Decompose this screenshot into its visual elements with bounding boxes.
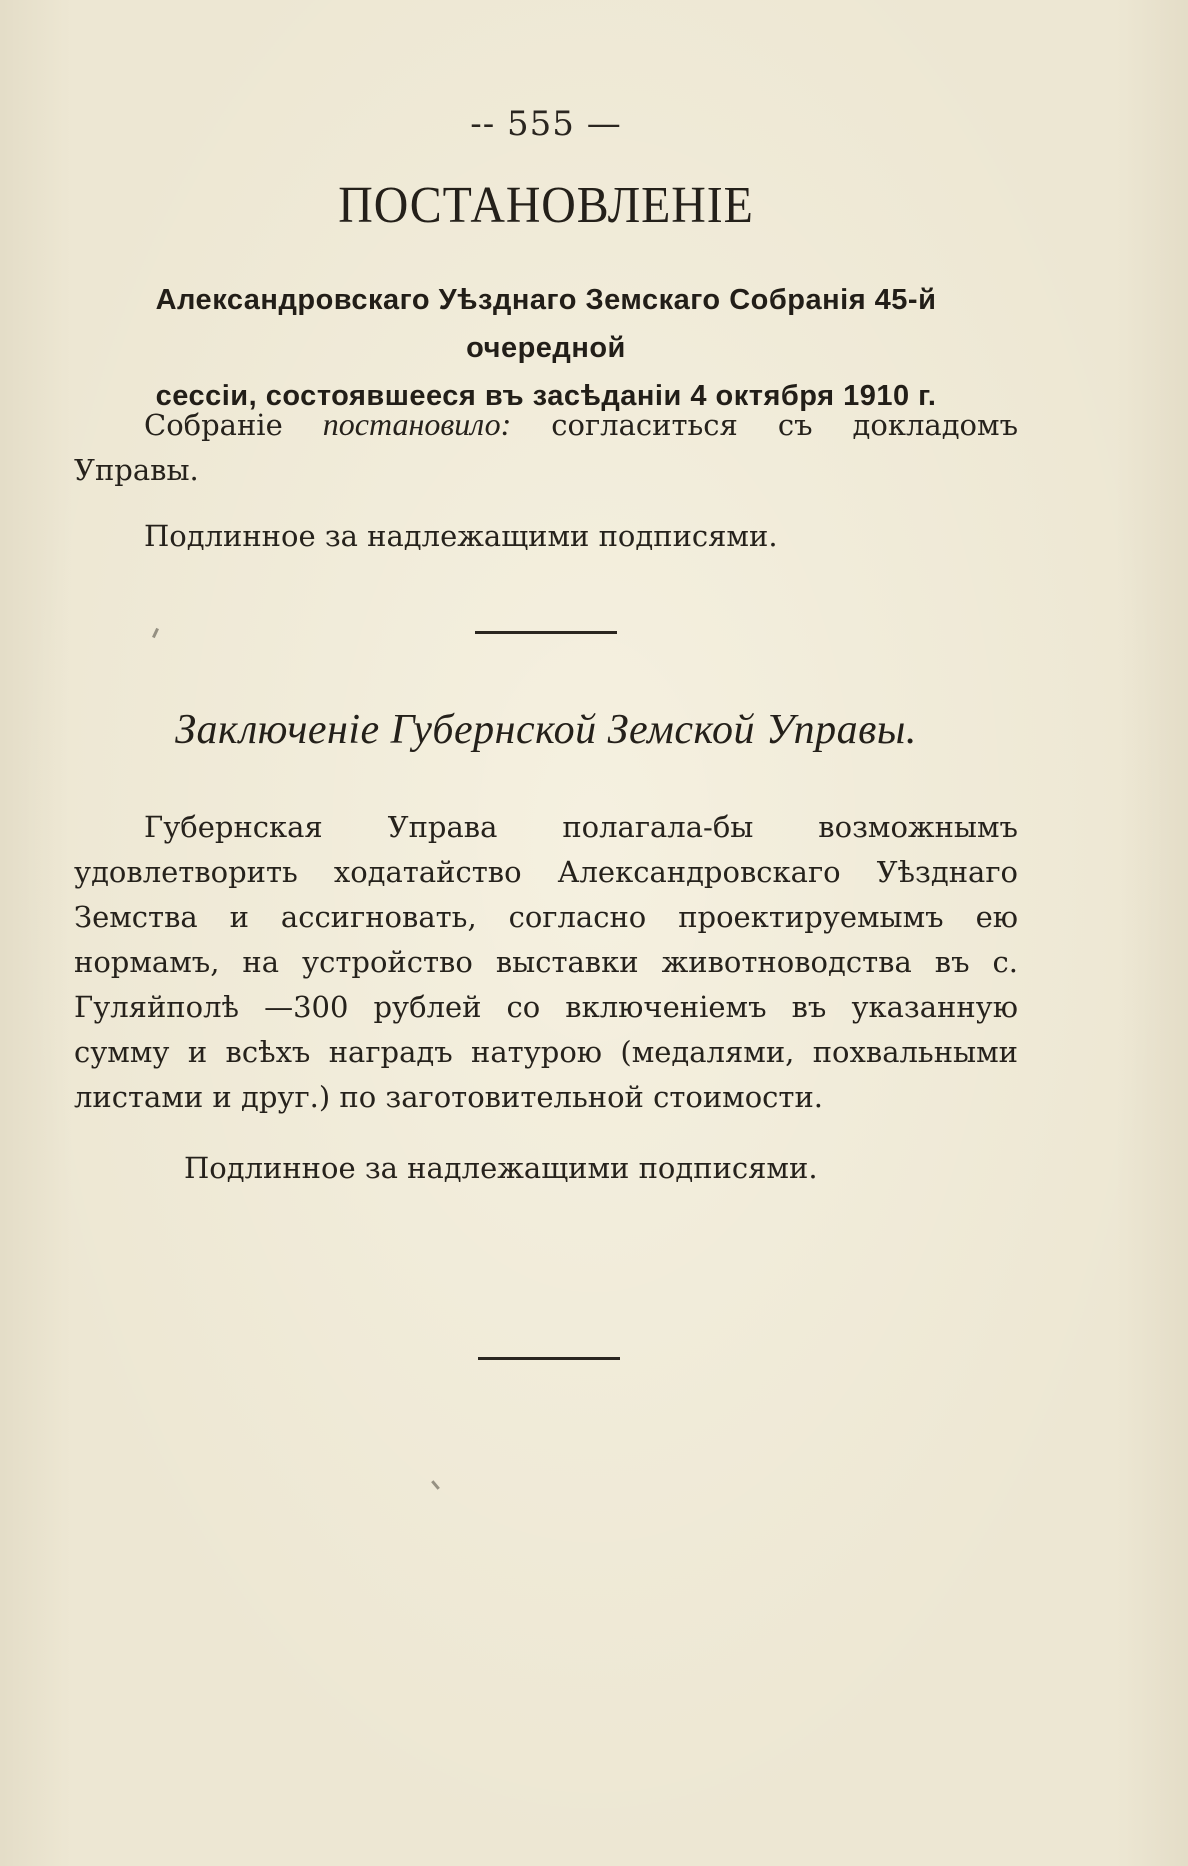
- section-divider: [478, 1357, 620, 1360]
- resolution-emphasis: постановило:: [322, 406, 512, 442]
- page-content: [74, 0, 1018, 1866]
- conclusion-paragraph: [74, 805, 1018, 1120]
- conclusion-text: Губернская Управа полагала-бы возможнымъ удовлетворить ходатайство Александровскаго Уѣзднаго Земства и ассигновать, согласно проектируемымъ ею нормамъ, на устройство выставки животноводства въ с. Гуляйполѣ —300 рублей со включеніемъ въ указанную сумму и всѣхъ наградъ натурою (медалями, похвальными листами и друг.) по заготовительной стоимости.: [74, 810, 1018, 1114]
- resolution-rest: согласиться съ докладомъ Управы.: [74, 408, 1019, 487]
- subtitle-line: сессіи, состоявшееся въ засѣданіи 4 октября 1910 г.: [155, 380, 937, 412]
- document-title: ПОСТАНОВЛЕНІЕ: [338, 177, 754, 234]
- signed-note: Подлинное за надлежащими подписями.: [144, 519, 778, 553]
- resolution-intro: Собраніе: [144, 408, 283, 442]
- signed-note: Подлинное за надлежащими подписями.: [184, 1151, 818, 1185]
- section-divider: [475, 631, 617, 634]
- paper-speck: [431, 1480, 440, 1490]
- resolution-paragraph: [74, 402, 1018, 493]
- document-subtitle: [74, 276, 1018, 420]
- subtitle-line: Александровскаго Уѣзднаго Земскаго Собранія 45-й очередной: [155, 284, 937, 364]
- page-number: -- 555 —: [470, 104, 622, 144]
- section-heading: Заключеніе Губернской Земской Управы.: [175, 707, 917, 753]
- paper-speck: [152, 628, 159, 638]
